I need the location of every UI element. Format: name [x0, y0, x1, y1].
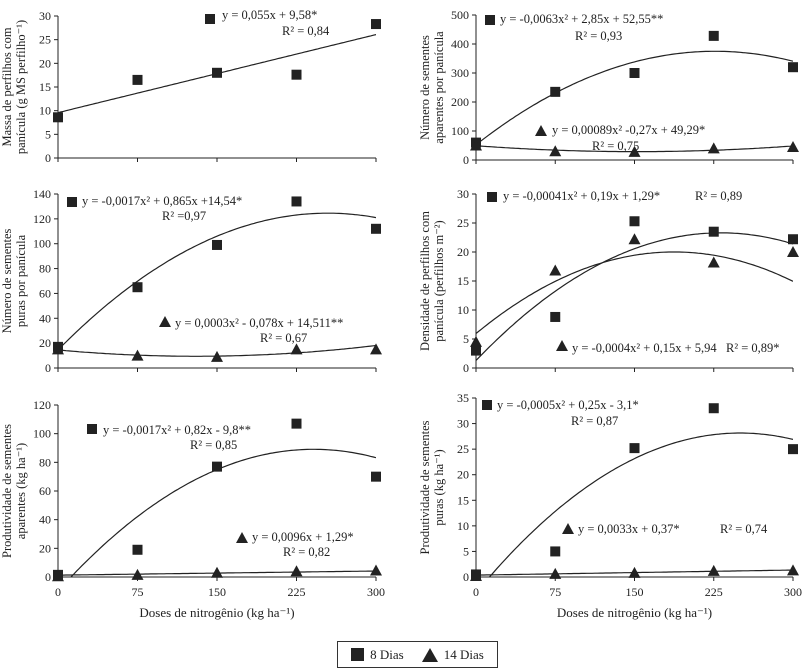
y-axis-label-line: panícula (perfilhos m⁻²): [432, 220, 446, 342]
y-axis-label: [0, 20, 28, 154]
y-axis-label-line: aparentes (kg ha⁻¹): [14, 442, 28, 540]
data-point-8-dias: [371, 224, 381, 234]
data-point-14-dias: [370, 565, 382, 576]
chart-panel-3: [0, 187, 382, 375]
data-point-8-dias: [630, 216, 640, 226]
y-tick-label: 500: [451, 8, 469, 22]
y-axis-label-line: Produtividade de sementes: [418, 420, 432, 555]
annotation-marker: [236, 532, 248, 543]
y-tick-label: 60: [39, 286, 51, 301]
data-point-8-dias: [133, 75, 143, 85]
y-tick-label: 10: [457, 303, 469, 317]
data-point-8-dias: [550, 546, 560, 556]
r-squared-label: R² = 0,84: [282, 24, 330, 38]
y-tick-label: 20: [39, 541, 51, 556]
y-tick-label: 10: [457, 518, 469, 533]
data-point-8-dias: [371, 19, 381, 29]
y-axis-label-line: puras (kg ha⁻¹): [432, 449, 446, 526]
y-tick-label: 0: [463, 361, 469, 375]
r-squared-label: R² = 0,74: [720, 522, 768, 536]
annotation-marker: [482, 400, 492, 410]
data-point-8-dias: [133, 282, 143, 292]
data-point-8-dias: [292, 196, 302, 206]
y-tick-label: 10: [39, 103, 51, 118]
y-tick-label: 100: [33, 426, 51, 441]
data-point-14-dias: [629, 233, 641, 244]
y-tick-label: 0: [463, 153, 469, 167]
data-point-8-dias: [212, 240, 222, 250]
y-tick-label: 20: [457, 245, 469, 259]
x-tick-label: 75: [549, 585, 562, 599]
x-tick-label: 225: [287, 585, 306, 599]
y-tick-label: 0: [45, 570, 51, 584]
y-axis-label: [418, 211, 446, 351]
x-tick-label: 300: [784, 585, 802, 599]
annotation-marker: [535, 125, 547, 136]
annotation-marker: [487, 192, 497, 202]
regression-equation: y = -0,0063x² + 2,85x + 52,55**: [500, 12, 664, 26]
y-tick-label: 0: [45, 361, 51, 375]
y-tick-label: 140: [33, 187, 51, 201]
legend-item-14-dias: [422, 647, 484, 663]
data-point-8-dias: [292, 419, 302, 429]
y-tick-label: 40: [39, 512, 51, 527]
y-axis-label-line: Número de sementes: [418, 35, 432, 140]
square-marker-icon: [351, 648, 364, 661]
regression-equation: y = -0,0004x² + 0,15x + 5,94: [572, 341, 717, 355]
y-axis-label-line: panícula (g MS perfilho⁻¹): [14, 19, 28, 155]
r-squared-label: R² = 0,67: [260, 331, 308, 345]
y-tick-label: 80: [39, 261, 51, 276]
y-axis-label-line: Número de sementes: [0, 228, 14, 334]
data-point-8-dias: [471, 346, 481, 356]
data-point-8-dias: [133, 545, 143, 555]
chart-panel-1: [0, 8, 381, 165]
y-tick-label: 80: [39, 455, 51, 470]
regression-equation: y = 0,0033x + 0,37*: [578, 522, 680, 536]
y-tick-label: 5: [463, 332, 469, 346]
legend: [337, 641, 498, 668]
r-squared-label: R² = 0,89: [695, 189, 743, 203]
regression-equation: y = -0,00041x² + 0,19x + 1,29*: [503, 189, 661, 203]
legend-label: 8 Dias: [370, 646, 404, 662]
y-axis-label-line: Massa de perfilhos com: [0, 27, 14, 147]
y-tick-label: 25: [39, 32, 51, 47]
data-point-8-dias: [53, 112, 63, 122]
y-tick-label: 30: [457, 187, 469, 201]
y-axis-label: [0, 424, 28, 558]
annotation-marker: [67, 197, 77, 207]
data-point-14-dias: [549, 265, 561, 276]
x-axis-label: Doses de nitrogênio (kg ha⁻¹): [556, 605, 713, 620]
y-tick-label: 40: [39, 311, 51, 326]
y-tick-label: 300: [451, 66, 469, 80]
x-tick-label: 0: [473, 585, 479, 599]
y-tick-label: 120: [33, 398, 51, 412]
r-squared-label: R² = 0,75: [592, 139, 640, 153]
y-tick-label: 60: [39, 484, 51, 498]
regression-equation: y = -0,0017x² + 0,82x - 9,8**: [103, 423, 252, 437]
fit-curve-14-dias: [476, 252, 793, 334]
y-axis-label-line: puras por panícula: [14, 234, 28, 328]
r-squared-label: R² = 0,87: [571, 414, 619, 428]
data-point-8-dias: [212, 462, 222, 472]
y-axis-label-line: aparentes por panícula: [432, 31, 446, 144]
chart-panel-6: [418, 391, 802, 620]
y-tick-label: 120: [33, 211, 51, 226]
y-tick-label: 0: [45, 151, 51, 165]
regression-equation: y = 0,055x + 9,58*: [222, 8, 318, 22]
data-point-8-dias: [550, 87, 560, 97]
annotation-marker: [556, 340, 568, 351]
data-point-14-dias: [787, 246, 799, 257]
y-tick-label: 400: [451, 37, 469, 51]
annotation-marker: [87, 424, 97, 434]
y-axis-label: [418, 31, 446, 144]
data-point-14-dias: [370, 343, 382, 354]
y-tick-label: 5: [45, 127, 51, 142]
data-point-8-dias: [630, 443, 640, 453]
data-point-14-dias: [211, 567, 223, 578]
x-tick-label: 0: [55, 585, 61, 599]
regression-equation: y = 0,00089x² -0,27x + 49,29*: [552, 123, 706, 137]
chart-panel-2: [418, 8, 799, 167]
x-tick-label: 75: [131, 585, 144, 599]
data-point-14-dias: [708, 256, 720, 267]
data-point-8-dias: [788, 62, 798, 72]
y-tick-label: 25: [457, 442, 469, 457]
y-tick-label: 15: [457, 274, 469, 288]
r-squared-label: R² = 0,85: [190, 438, 238, 452]
regression-equation: y = 0,0096x + 1,29*: [252, 530, 354, 544]
triangle-marker-icon: [422, 648, 438, 662]
annotation-marker: [205, 14, 215, 24]
data-point-14-dias: [291, 565, 303, 576]
y-tick-label: 30: [457, 416, 469, 431]
y-tick-label: 5: [463, 544, 469, 559]
data-point-8-dias: [709, 403, 719, 413]
data-point-8-dias: [788, 444, 798, 454]
annotation-marker: [485, 15, 495, 25]
data-point-8-dias: [630, 68, 640, 78]
data-point-8-dias: [550, 312, 560, 322]
y-tick-label: 20: [39, 56, 51, 71]
y-axis-label-line: Densidade de perfilhos com: [418, 211, 432, 351]
y-tick-label: 200: [451, 95, 469, 109]
y-axis-label-line: Produtividade de sementes: [0, 424, 14, 558]
data-point-8-dias: [709, 227, 719, 237]
y-axis-label: [0, 228, 28, 333]
data-point-14-dias: [470, 336, 482, 347]
y-axis-label: [418, 420, 446, 554]
r-squared-label: R² =0,97: [162, 209, 207, 223]
x-tick-label: 225: [704, 585, 723, 599]
x-tick-label: 150: [625, 585, 644, 599]
legend-item-8-dias: [351, 647, 404, 663]
data-point-14-dias: [708, 142, 720, 153]
data-point-8-dias: [709, 31, 719, 41]
annotation-marker: [562, 523, 574, 534]
y-tick-label: 25: [457, 216, 469, 230]
regression-equation: y = 0,0003x² - 0,078x + 14,511**: [175, 316, 344, 330]
data-point-14-dias: [708, 565, 720, 576]
data-point-14-dias: [291, 343, 303, 354]
data-point-8-dias: [292, 70, 302, 80]
y-tick-label: 15: [39, 80, 51, 94]
y-tick-label: 30: [39, 9, 51, 23]
r-squared-label: R² = 0,82: [283, 545, 331, 559]
regression-equation: y = -0,0017x² + 0,865x +14,54*: [82, 194, 243, 208]
y-tick-label: 20: [457, 467, 469, 482]
legend-label: 14 Dias: [443, 646, 484, 662]
y-tick-label: 35: [457, 391, 469, 405]
data-point-8-dias: [371, 472, 381, 482]
y-tick-label: 20: [39, 336, 51, 351]
chart-panel-4: [418, 187, 799, 375]
y-tick-label: 0: [463, 570, 469, 584]
x-tick-label: 300: [367, 585, 385, 599]
data-point-8-dias: [212, 68, 222, 78]
x-tick-label: 150: [208, 585, 226, 599]
data-point-8-dias: [788, 234, 798, 244]
chart-panel-5: [0, 398, 385, 620]
y-tick-label: 15: [457, 493, 469, 508]
r-squared-label: R² = 0,89*: [726, 341, 780, 355]
y-tick-label: 100: [33, 236, 51, 251]
regression-equation: y = -0,0005x² + 0,25x - 3,1*: [497, 398, 639, 412]
y-tick-label: 100: [451, 124, 469, 138]
annotation-marker: [159, 316, 171, 327]
r-squared-label: R² = 0,93: [575, 29, 623, 43]
x-axis-label: Doses de nitrogênio (kg ha⁻¹): [139, 605, 295, 620]
